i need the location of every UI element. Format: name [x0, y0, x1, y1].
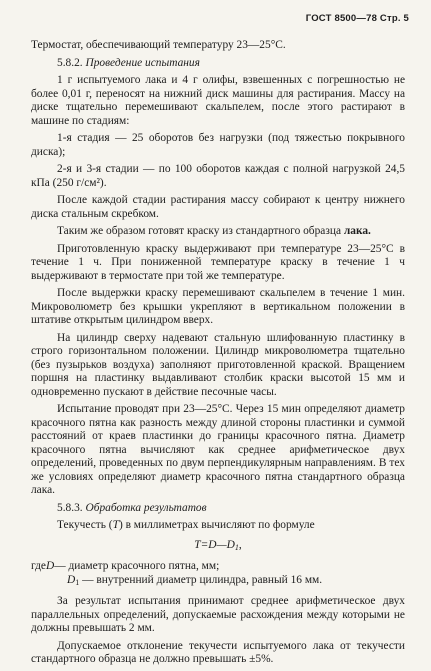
paragraph-stage-1: 1-я стадия — 25 оборотов без нагрузки (под тяжестью покрывного диска); — [31, 132, 405, 158]
paragraph-mixing: После выдержки краску перемешивают скальпелем в течение 1 мин. Микроволюметр без крышки укрепляют в вертикальном положении в штативе открытым цилиндром вверх. — [31, 287, 405, 326]
paragraph-result: За результат испытания принимают среднее арифметическое двух параллельных определений, допускаемые расхождения между которыми не должны превышать 2 мм. — [31, 595, 405, 634]
paragraph-plate: На цилиндр сверху надевают стальную шлифованную пластинку в строго горизонтальном положении. Цилиндр микроволюметра тщательно (без пузырьков воздуха) заполняют приготовленной краской. Вращением поршня на пластинку выдавливают столбик краски высотой 15 мм и одновременно пускают в действие песочные часы. — [31, 331, 405, 398]
page-header: ГОСТ 8500—78 Стр. 5 — [305, 13, 409, 24]
paragraph-thermostat: Термостат, обеспечивающий температуру 23—25°С. — [31, 39, 286, 51]
paragraph-sample-prep: 1 г испытуемого лака и 4 г олифы, взвешенных с погрешностью не более 0,01 г, переносят на нижний диск машины для растирания. Массу на диске тщательно перемешивают скальпелем, после этого растирают в машине по стадиям: — [31, 74, 405, 127]
definition-d: где D — диаметр красочного пятна, мм; — [31, 560, 220, 572]
section-5-8-2: 5.8.2. Проведение испытания — [57, 56, 200, 69]
paragraph-tolerance: Допускаемое отклонение текучести испытуемого лака от текучести стандартного образца не должно превышать ±5%. — [31, 639, 405, 665]
section-title-procedure: Проведение испытания — [85, 56, 200, 69]
paragraph-conditioning: Приготовленную краску выдерживают при температуре 23—25°С в течение 1 ч. При пониженной температуре краску в течение 1 ч выдерживают в термостате при той же температуре. — [31, 242, 405, 282]
document-body — [31, 39, 405, 671]
formula: $T=D—D_1$, — [194, 538, 242, 552]
section-title-results: Обработка результатов — [85, 501, 207, 514]
paragraph-fluidity: Текучесть (T) в миллиметрах вычисляют по формуле — [57, 519, 315, 531]
paragraph-stage-2-3: 2-я и 3-я стадии — по 100 оборотов каждая с полной нагрузкой 24,5 кПа (250 г/см²). — [31, 163, 405, 189]
paragraph-test: Испытание проводят при 23—25°С. Через 15 мин определяют диаметр красочного пятна как разность между длиной стороны пластинки и суммой расстояний от краев пластинки до границы красочного пятна. Диаметр красочного пятна вычисляют как среднее арифметическое двух определений, проведенных по двум перпендикулярным направлениям. В тех же условиях определяют диаметр красочного пятна стандартного образца лака. — [31, 403, 405, 496]
definition-d1: $D_1$ — внутренний диаметр цилиндра, равный 16 мм. — [67, 573, 323, 587]
paragraph-standard-sample: Таким же образом готовят краску из стандартного образца лака. — [57, 225, 371, 237]
section-5-8-3: 5.8.3. Обработка результатов — [57, 501, 207, 514]
paragraph-collect: После каждой стадии растирания массу собирают к центру нижнего диска стальным скребком. — [31, 194, 405, 220]
